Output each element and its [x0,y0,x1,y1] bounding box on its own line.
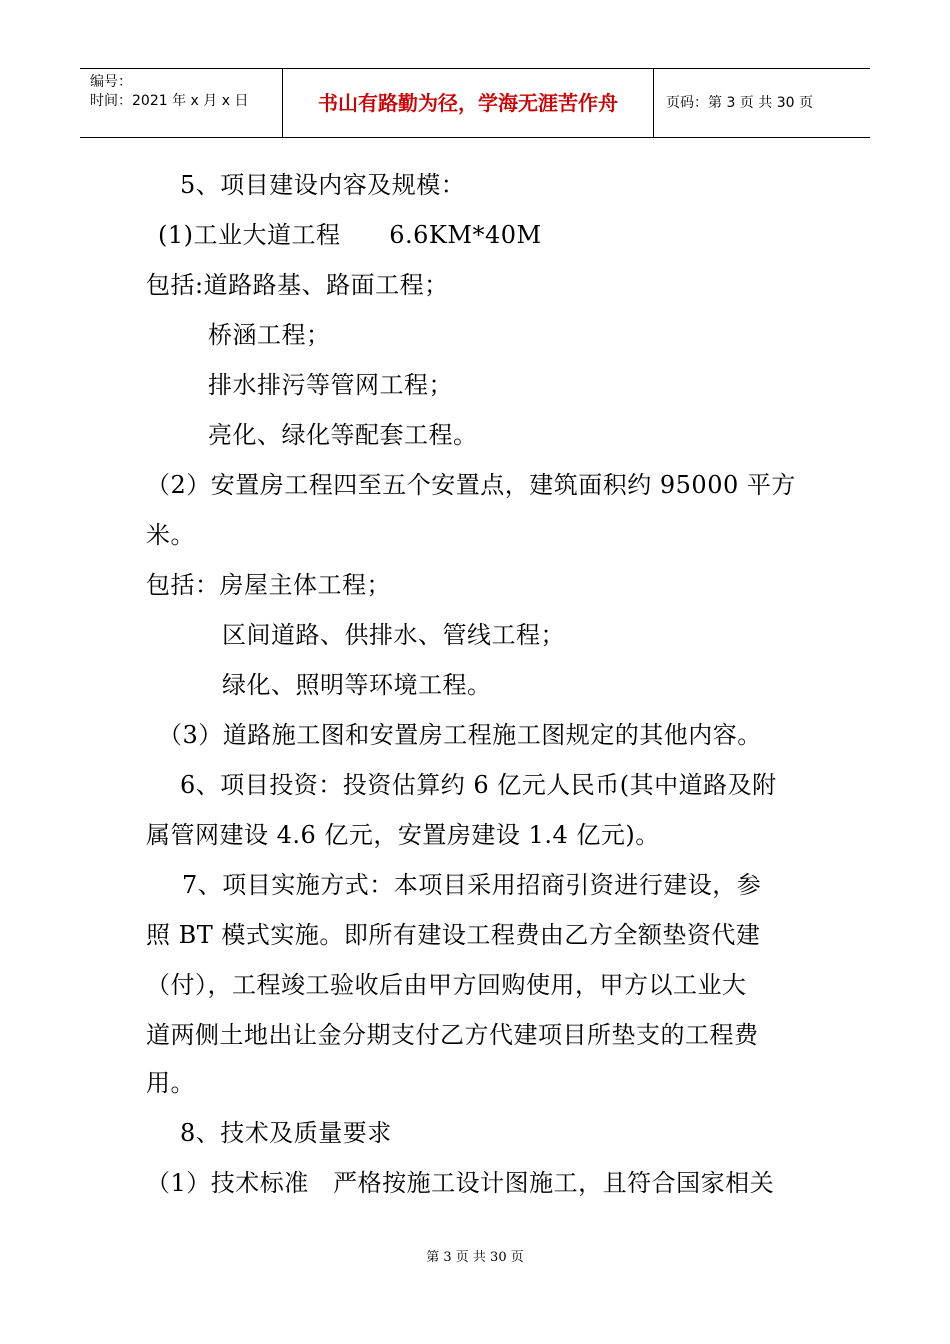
body-line: 包括:道路路基、路面工程； [146,271,449,299]
body-line: (1)工业大道工程 6.6KM*40M [158,221,542,249]
body-line: （3）道路施工图和安置房工程施工图规定的其他内容。 [158,721,762,749]
body-line: 5、项目建设内容及规模： [180,171,466,199]
body-line: 属管网建设 4.6 亿元，安置房建设 1.4 亿元)。 [146,821,660,849]
header-page-info: 页码：第 3 页 共 30 页 [666,95,813,111]
header-meta [80,69,283,137]
body-line: 7、项目实施方式：本项目采用招商引资进行建设，参 [182,871,762,899]
body-line: 桥涵工程； [208,321,331,349]
body-line: 6、项目投资：投资估算约 6 亿元人民币(其中道路及附 [180,771,777,799]
doc-number-label: 编号： [90,74,132,90]
body-line: 区间道路、供排水、管线工程； [222,621,565,649]
body-line: 包括：房屋主体工程； [146,571,391,599]
body-line: 8、技术及质量要求 [180,1119,392,1147]
header-motto: 书山有路勤为径，学海无涯苦作舟 [283,69,654,137]
body-line: 用。 [146,1069,195,1097]
body-line: 米。 [146,521,195,549]
body-line: 排水排污等管网工程； [208,371,453,399]
page-header [80,68,870,138]
body-line: 道两侧土地出让金分期支付乙方代建项目所垫支的工程费 [146,1021,759,1049]
body-line: （付），工程竣工验收后由甲方回购使用，甲方以工业大 [146,971,747,999]
body-line: （2）安置房工程四至五个安置点，建筑面积约 95000 平方 [146,471,796,499]
body-line: （1）技术标准 严格按施工设计图施工，且符合国家相关 [146,1169,775,1197]
body-line: 亮化、绿化等配套工程。 [208,421,478,449]
body-line: 绿化、照明等环境工程。 [222,671,492,699]
doc-time-label: 时间：2021 年 x 月 x 日 [90,93,249,109]
page-footer: 第 3 页 共 30 页 [426,1250,524,1265]
body-line: 照 BT 模式实施。即所有建设工程费由乙方全额垫资代建 [146,921,761,949]
